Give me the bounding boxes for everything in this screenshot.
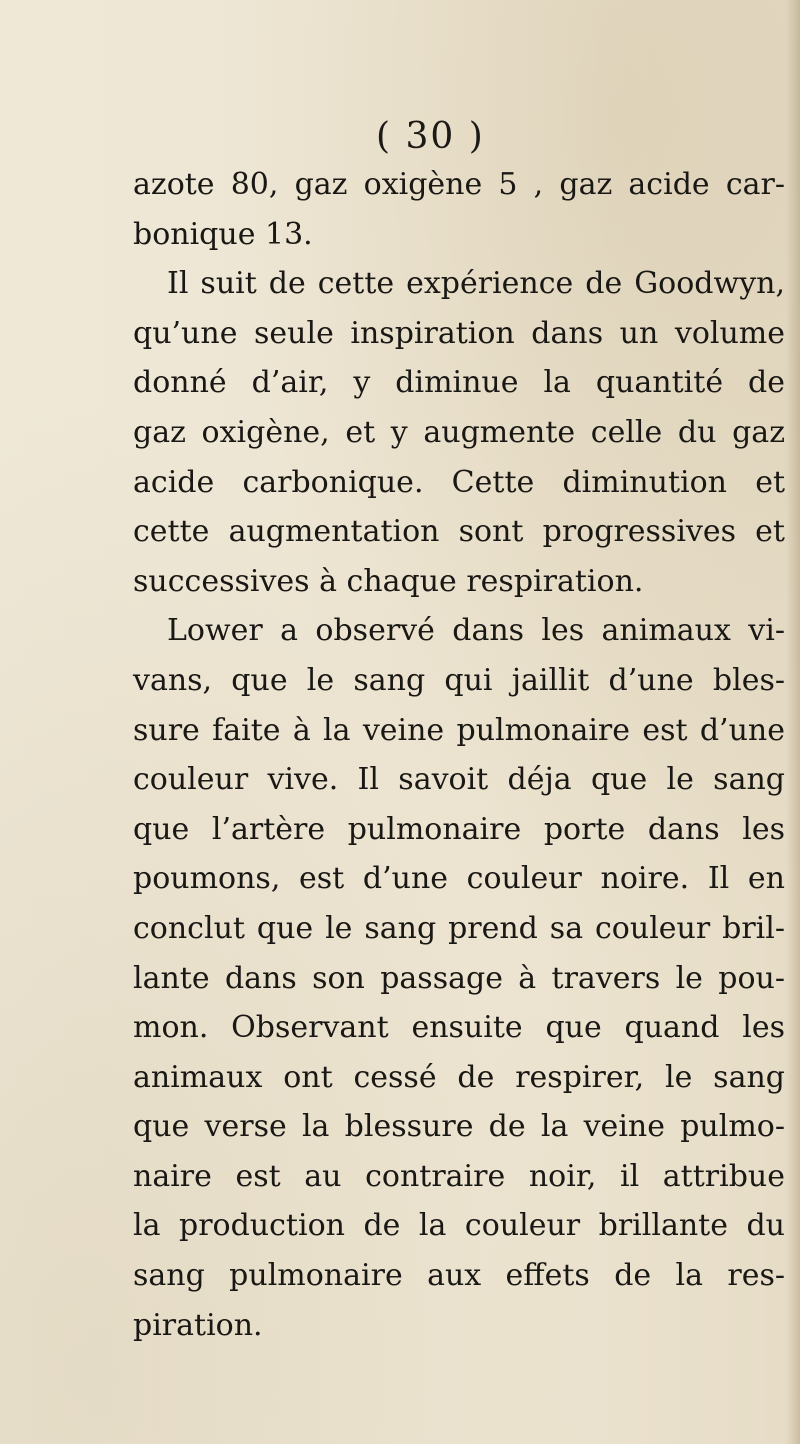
- text-line: donné d’air, y diminue la quantité de: [133, 365, 785, 401]
- text-line: vans, que le sang qui jaillit d’une bles-: [133, 662, 785, 698]
- text-line: poumons, est d’une couleur noire. Il en: [133, 861, 785, 897]
- text-line: acide carbonique. Cette diminution et: [133, 464, 785, 500]
- text-line: gaz oxigène, et y augmente celle du gaz: [133, 414, 785, 450]
- body-text: [133, 160, 785, 1350]
- text-line: cette augmentation sont progressives et: [133, 514, 785, 550]
- text-line: lante dans son passage à travers le pou-: [133, 960, 785, 996]
- text-line: qu’une seule inspiration dans un volume: [133, 315, 785, 351]
- text-line: successives à chaque respiration.: [133, 563, 644, 599]
- page-edge-shadow: [786, 0, 800, 1444]
- text-line: piration.: [133, 1307, 263, 1343]
- text-line: sure faite à la veine pulmonaire est d’une: [133, 712, 785, 748]
- text-line: la production de la couleur brillante du: [133, 1208, 785, 1244]
- text-line: que verse la blessure de la veine pulmo-: [133, 1109, 785, 1145]
- text-line: Il suit de cette expérience de Goodwyn,: [167, 266, 785, 302]
- text-line: conclut que le sang prend sa couleur bril-: [133, 910, 785, 946]
- text-line: que l’artère pulmonaire porte dans les: [133, 811, 785, 847]
- text-line: Lower a observé dans les animaux vi-: [167, 613, 785, 649]
- page-number: ( 30 ): [376, 116, 485, 157]
- text-line: naire est au contraire noir, il attribue: [133, 1158, 785, 1194]
- text-line: couleur vive. Il savoit déja que le sang: [133, 762, 785, 798]
- text-line: bonique 13.: [133, 216, 313, 252]
- text-line: animaux ont cessé de respirer, le sang: [133, 1059, 785, 1095]
- text-line: mon. Observant ensuite que quand les: [133, 1010, 785, 1046]
- text-line: sang pulmonaire aux effets de la res-: [133, 1258, 785, 1294]
- text-line: azote 80, gaz oxigène 5 , gaz acide car-: [133, 167, 785, 202]
